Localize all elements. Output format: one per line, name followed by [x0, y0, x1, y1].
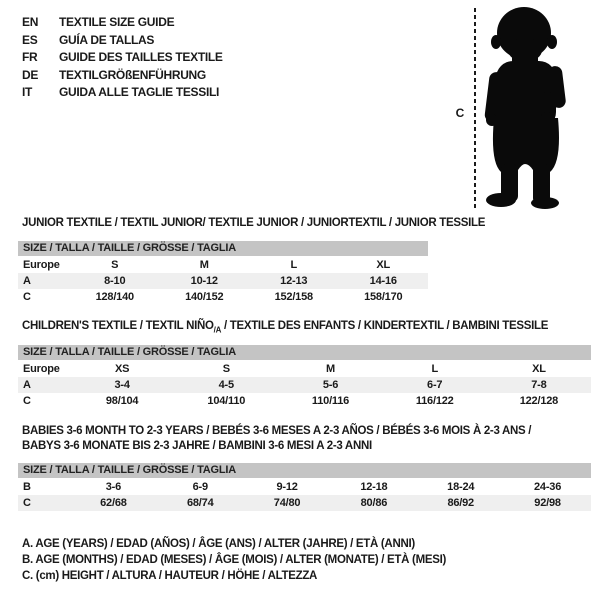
table-cell: 110/116: [311, 395, 350, 407]
row-label: B: [23, 481, 31, 493]
language-row-fr: [22, 49, 223, 67]
table-cell: 98/104: [105, 395, 139, 407]
language-label: GUIDE DES TAILLES TEXTILE: [59, 50, 223, 64]
table-cell: 24-36: [533, 481, 562, 493]
table-cell: 9-12: [276, 481, 298, 493]
size-header-bar: SIZE / TALLA / TAILLE / GRÖSSE / TAGLIA: [18, 463, 591, 478]
table-row: [18, 257, 428, 273]
junior-table-title: JUNIOR TEXTILE / TEXTIL JUNIOR/ TEXTILE JUNIOR / JUNIORTEXTIL / JUNIOR TESSILE: [22, 217, 486, 229]
height-measure-label: C: [455, 106, 465, 120]
language-row-en: [22, 14, 223, 32]
legend-line-b: B. AGE (MONTHS) / EDAD (MESES) / ÂGE (MOIS) / ALTER (MONATE) / ETÀ (MESI): [22, 554, 447, 566]
table-cell: 68/74: [186, 497, 214, 509]
junior-size-table: [18, 241, 428, 305]
table-row: [18, 479, 591, 495]
table-cell: 3-6: [105, 481, 122, 493]
table-cell: 116/122: [415, 395, 454, 407]
language-label: GUÍA DE TALLAS: [59, 32, 155, 47]
table-row: [18, 377, 591, 393]
row-label: C: [23, 291, 31, 303]
babies-title-line-2: BABYS 3-6 MONATE BIS 2-3 JAHRE / BAMBINI 3-6 MESI A 2-3 ANNI: [22, 440, 372, 452]
language-code: FR: [22, 50, 38, 64]
table-cell: S: [222, 363, 230, 375]
table-cell: 122/128: [519, 395, 559, 407]
row-label: C: [23, 497, 31, 509]
language-code: DE: [22, 67, 39, 82]
language-title-block: [22, 14, 223, 102]
language-code: EN: [22, 15, 39, 29]
table-cell: M: [199, 259, 209, 271]
table-cell: 12-18: [360, 481, 388, 493]
table-row: [18, 273, 428, 289]
table-cell: XS: [114, 363, 130, 375]
table-cell: 8-10: [104, 275, 126, 287]
table-cell: 140/152: [185, 291, 224, 303]
children-table-title: [22, 319, 548, 337]
table-cell: 80/86: [360, 497, 388, 509]
babies-size-table: [18, 463, 591, 511]
table-row: [18, 393, 591, 409]
language-label: GUIDA ALLE TAGLIE TESSILI: [59, 85, 220, 99]
table-cell: 10-12: [190, 275, 218, 287]
row-label: Europe: [23, 259, 60, 271]
size-header-bar: SIZE / TALLA / TAILLE / GRÖSSE / TAGLIA: [18, 241, 428, 256]
baby-silhouette-illustration: [484, 6, 576, 210]
table-cell: XL: [376, 259, 391, 271]
language-row-it: [22, 84, 223, 102]
table-cell: 18-24: [447, 481, 475, 493]
table-cell: M: [326, 363, 335, 375]
legend-line-a: A. AGE (YEARS) / EDAD (AÑOS) / ÂGE (ANS) / ALTER (JAHRE) / ETÀ (ANNI): [22, 538, 415, 550]
language-row-es: [22, 32, 223, 50]
row-label: A: [23, 379, 31, 391]
table-cell: 158/170: [364, 291, 403, 303]
table-row: [18, 361, 591, 377]
babies-table-title: [22, 424, 582, 454]
table-cell: L: [290, 259, 298, 271]
language-label: TEXTILGRÖßENFÜHRUNG: [59, 67, 206, 82]
table-cell: XL: [532, 363, 546, 375]
table-cell: 3-4: [114, 379, 130, 391]
height-dashed-line: [474, 8, 476, 210]
row-label: Europe: [23, 363, 60, 375]
row-label: C: [23, 395, 31, 407]
table-cell: 14-16: [369, 275, 397, 287]
children-title-pre: CHILDREN'S TEXTILE / TEXTIL NIÑO: [22, 320, 214, 332]
table-cell: 74/80: [273, 497, 301, 509]
table-cell: 92/98: [534, 497, 561, 509]
table-cell: 86/92: [447, 497, 474, 509]
table-cell: 5-6: [322, 379, 339, 391]
children-size-table: [18, 345, 591, 409]
table-cell: 12-13: [280, 275, 308, 287]
language-code: ES: [22, 32, 38, 47]
language-label: TEXTILE SIZE GUIDE: [59, 15, 175, 29]
table-cell: 152/158: [274, 291, 313, 303]
table-cell: 62/68: [100, 497, 127, 509]
table-row: [18, 289, 428, 305]
legend-line-c: C. (cm) HEIGHT / ALTURA / HAUTEUR / HÖHE / ALTEZZA: [22, 570, 318, 582]
table-cell: 104/110: [207, 395, 246, 407]
size-header-bar: SIZE / TALLA / TAILLE / GRÖSSE / TAGLIA: [18, 345, 591, 360]
table-cell: 6-9: [192, 481, 208, 493]
language-row-de: [22, 67, 223, 85]
language-code: IT: [22, 85, 33, 99]
table-cell: 7-8: [531, 379, 547, 391]
table-cell: L: [431, 363, 438, 375]
children-title-post: / TEXTILE DES ENFANTS / KINDERTEXTIL / BAMBINI TESSILE: [221, 320, 549, 332]
table-row: [18, 495, 591, 511]
table-cell: 128/140: [95, 291, 134, 303]
measurement-legend: [22, 536, 446, 584]
table-cell: 6-7: [427, 379, 443, 391]
children-title-subscript: /A: [213, 325, 222, 335]
babies-title-line-1: BABIES 3-6 MONTH TO 2-3 YEARS / BEBÉS 3-6 MESES A 2-3 AÑOS / BÉBÉS 3-6 MOIS À 2-3 ANS /: [22, 425, 532, 437]
row-label: A: [23, 275, 31, 287]
table-cell: S: [111, 259, 119, 271]
table-cell: 4-5: [218, 379, 234, 391]
